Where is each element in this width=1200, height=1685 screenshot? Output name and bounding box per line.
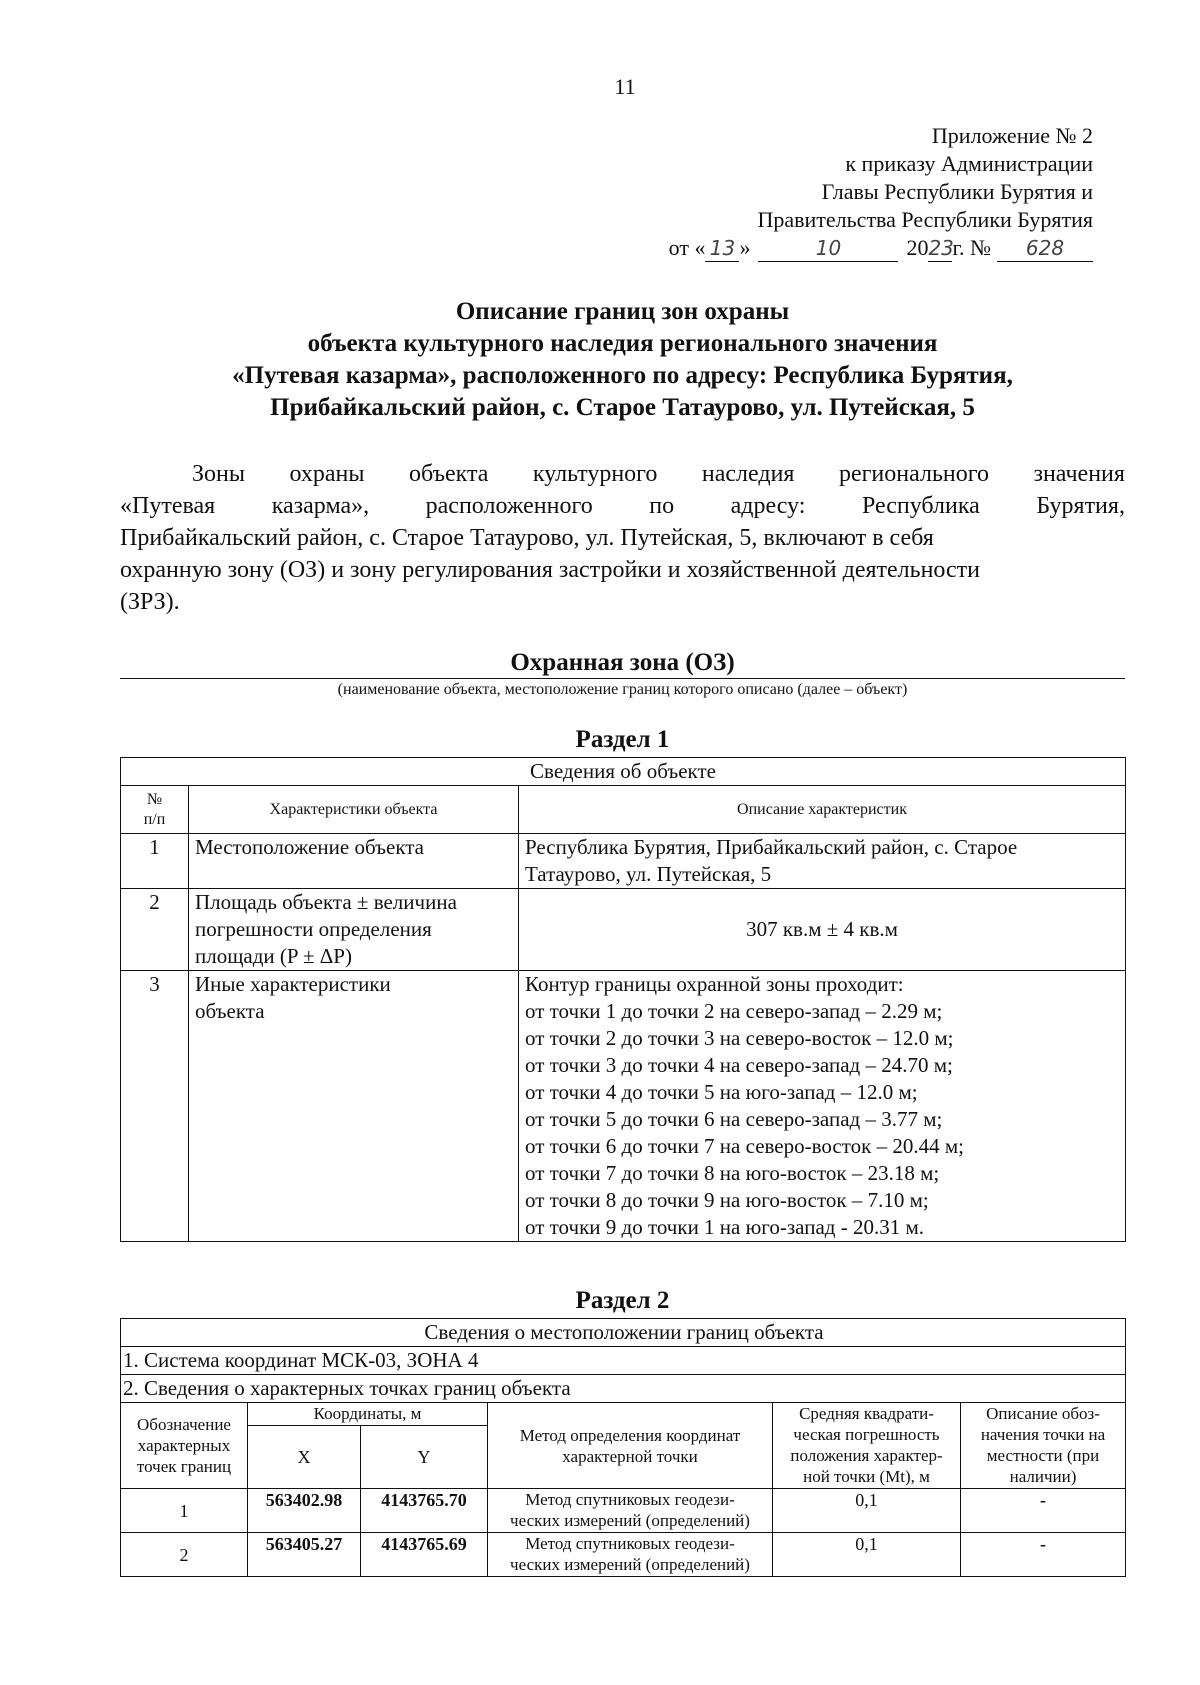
header-line: ческая погрешность: [793, 1425, 940, 1444]
method-line: ческих измерений (определений): [510, 1555, 750, 1574]
intro-word: регионального: [838, 461, 989, 487]
point-y: 4143765.70: [361, 1489, 488, 1533]
header-line: начения точки на: [980, 1425, 1106, 1444]
characteristic-line: Местоположение объекта: [195, 835, 425, 859]
header-line: Обозначение: [137, 1415, 231, 1434]
column-header-error: [773, 1403, 961, 1489]
header-line: характерных: [137, 1436, 231, 1455]
zone-caption: (наименование объекта, местоположение границ которого описано (далее – объект): [337, 681, 908, 698]
section-1-title: Раздел 1: [575, 726, 670, 753]
point-method: [488, 1533, 773, 1577]
table-row: [121, 1533, 1126, 1577]
date-month: 10: [758, 235, 898, 262]
column-header-method: [488, 1403, 773, 1489]
intro-line-1: [120, 458, 1125, 490]
description-line: от точки 2 до точки 3 на северо-восток – 12.0 м;: [525, 1026, 954, 1050]
title-line: Прибайкальский район, с. Старое Татаурово, ул. Путейская, 5: [270, 394, 975, 421]
appendix-line: Приложение № 2: [931, 123, 1093, 148]
description-line: от точки 8 до точки 9 на юго-восток – 7.10 м;: [525, 1188, 929, 1212]
intro-word: охраны: [289, 461, 365, 487]
intro-word: Бурятия,: [1036, 493, 1125, 519]
title-line: объекта культурного наследия регионального значения: [307, 330, 938, 357]
method-line: ческих измерений (определений): [510, 1511, 750, 1530]
column-header-number: [121, 786, 189, 834]
table-row: [121, 1489, 1126, 1533]
order-date-line: [669, 234, 1093, 262]
intro-word: «Путевая: [120, 493, 216, 519]
intro-word: Зоны: [192, 461, 245, 487]
header-line: Метод определения координат: [519, 1425, 741, 1445]
row-characteristic: [189, 889, 519, 971]
row-number: 2: [121, 889, 189, 971]
point-method: [488, 1489, 773, 1533]
description-line: Республика Бурятия, Прибайкальский район, с. Старое: [525, 835, 1018, 859]
point-error: 0,1: [773, 1489, 961, 1533]
characteristic-line: Иные характеристики: [195, 972, 391, 996]
description-line: Контур границы охранной зоны проходит:: [525, 972, 904, 996]
column-header-y: Y: [361, 1426, 488, 1489]
table-row: [121, 834, 1126, 889]
point-description: -: [961, 1533, 1126, 1577]
row-number: 3: [121, 971, 189, 1242]
point-error: 0,1: [773, 1533, 961, 1577]
characteristic-line: Площадь объекта ± величина: [195, 890, 457, 914]
row-number: 1: [121, 834, 189, 889]
table-row: [121, 889, 1126, 971]
appendix-line: к приказу Администрации: [845, 151, 1093, 176]
characteristic-line: объекта: [195, 999, 265, 1023]
column-header-characteristics: Характеристики объекта: [189, 786, 519, 834]
intro-word: объекта: [408, 461, 489, 487]
column-header-number-line: №: [146, 790, 163, 808]
order-number: 628: [997, 235, 1093, 262]
section-2-title: Раздел 2: [575, 1287, 670, 1314]
intro-line-2: [120, 490, 1125, 522]
header-line: Средняя квадрати-: [799, 1404, 934, 1423]
description-line: от точки 9 до точки 1 на юго-запад - 20.31 м.: [525, 1215, 924, 1239]
point-x: 563402.98: [248, 1489, 361, 1533]
characteristic-line: площади (P ± ΔP): [195, 944, 352, 968]
intro-word: адресу:: [730, 493, 806, 519]
intro-word: наследия: [701, 461, 795, 487]
characteristic-line: погрешности определения: [195, 917, 432, 941]
date-prefix: от «: [668, 235, 706, 260]
year-prefix: 20: [906, 235, 929, 260]
table-title: Сведения о местоположении границ объекта: [121, 1319, 1126, 1347]
header-line: положения характер-: [790, 1446, 943, 1465]
date-day: 13: [705, 235, 739, 262]
description-line: 307 кв.м ± 4 кв.м: [746, 917, 898, 941]
zone-heading: Охранная зона (ОЗ): [510, 649, 735, 676]
intro-line-5: (ЗРЗ).: [120, 589, 180, 615]
column-header-number-line: п/п: [143, 810, 166, 828]
method-line: Метод спутниковых геодези-: [525, 1490, 735, 1509]
description-line: от точки 7 до точки 8 на юго-восток – 23.18 м;: [525, 1161, 940, 1185]
date-mid: »: [739, 235, 751, 260]
coordinates-table: [120, 1318, 1126, 1577]
appendix-line: Правительства Республики Бурятия: [757, 207, 1093, 232]
intro-word: казарма»,: [271, 493, 370, 519]
point-designation: 1: [121, 1489, 248, 1533]
header-line: характерной точки: [562, 1446, 698, 1466]
zone-underline: [120, 678, 1125, 679]
page-number: 11: [614, 74, 636, 99]
points-title: 2. Сведения о характерных точках границ объекта: [121, 1375, 1126, 1403]
intro-word: по: [649, 493, 675, 519]
column-header-designation: [121, 1403, 248, 1489]
column-header-description: Описание характеристик: [519, 786, 1126, 834]
appendix-line: Главы Республики Бурятия и: [821, 179, 1093, 204]
intro-word: расположенного: [425, 493, 593, 519]
header-line: Описание обоз-: [986, 1404, 1100, 1423]
point-designation: 2: [121, 1533, 248, 1577]
coordinate-system: 1. Система координат МСК-03, ЗОНА 4: [121, 1347, 1126, 1375]
description-line: от точки 6 до точки 7 на северо-восток – 20.44 м;: [525, 1134, 964, 1158]
intro-word: значения: [1033, 461, 1125, 487]
header-line: точек границ: [136, 1457, 232, 1476]
description-line: от точки 4 до точки 5 на юго-запад – 12.0 м;: [525, 1080, 918, 1104]
description-line: от точки 3 до точки 4 на северо-запад – 24.70 м;: [525, 1053, 953, 1077]
row-description: [519, 834, 1126, 889]
description-line: от точки 5 до точки 6 на северо-запад – 3.77 м;: [525, 1107, 943, 1131]
header-line: местности (при: [986, 1446, 1100, 1465]
row-characteristic: [189, 971, 519, 1242]
document-title: [120, 296, 1125, 424]
appendix-block: [669, 122, 1093, 262]
row-characteristic: [189, 834, 519, 889]
intro-line-3: Прибайкальский район, с. Старое Татаурово, ул. Путейская, 5, включают в себя: [120, 525, 934, 551]
description-line: от точки 1 до точки 2 на северо-запад – 2.29 м;: [525, 999, 943, 1023]
header-line: наличии): [1009, 1467, 1077, 1486]
description-line: Татаурово, ул. Путейская, 5: [525, 862, 772, 886]
point-description: -: [961, 1489, 1126, 1533]
header-line: ной точки (Mt), м: [803, 1467, 930, 1486]
intro-paragraph: [120, 458, 1125, 618]
column-header-x: X: [248, 1426, 361, 1489]
object-info-table: [120, 757, 1126, 1242]
intro-line-4: охранную зону (ОЗ) и зону регулирования застройки и хозяйственной деятельности: [120, 557, 980, 583]
year-suffix: 23: [928, 236, 954, 260]
point-x: 563405.27: [248, 1533, 361, 1577]
point-y: 4143765.69: [361, 1533, 488, 1577]
title-line: Описание границ зон охраны: [455, 298, 790, 325]
title-line: «Путевая казарма», расположенного по адресу: Республика Бурятия,: [232, 362, 1013, 389]
number-label: г. №: [952, 235, 991, 260]
row-description: [519, 889, 1126, 971]
row-description: [519, 971, 1126, 1242]
table-title: Сведения об объекте: [121, 758, 1126, 786]
column-header-coordinates: Координаты, м: [248, 1403, 488, 1426]
method-line: Метод спутниковых геодези-: [525, 1534, 735, 1553]
intro-word: Республика: [861, 493, 980, 519]
table-row: [121, 971, 1126, 1242]
column-header-point-description: [961, 1403, 1126, 1489]
intro-word: культурного: [532, 461, 658, 487]
